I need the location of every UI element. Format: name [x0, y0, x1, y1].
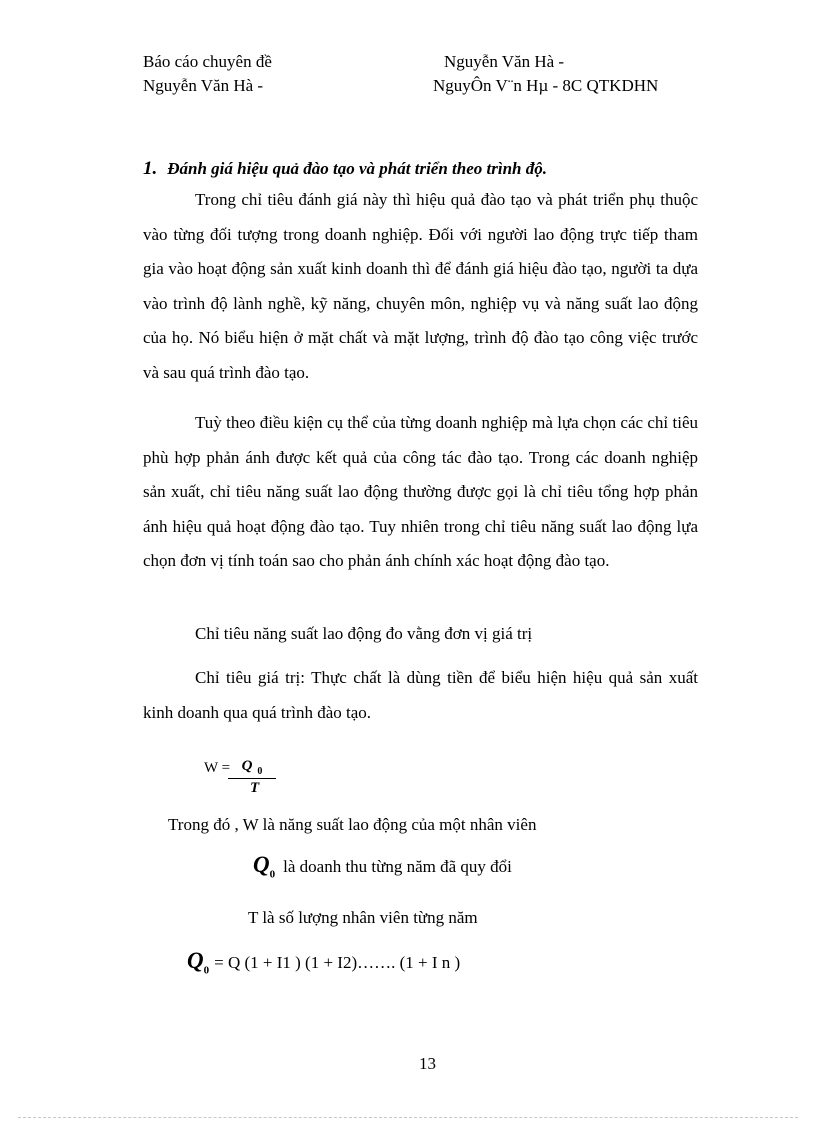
page-number: 13: [419, 1054, 436, 1073]
header-right-line2: NguyÔn V¨n Hµ - 8C QTKDHN: [433, 76, 659, 95]
formula-1-denominator: T: [250, 780, 260, 796]
explanation-line1: Trong đó , W là năng suất lao động của một nhân viên: [168, 815, 537, 834]
section-title: Đánh giá hiệu quả đào tạo và phát triển theo trình độ.: [167, 159, 547, 178]
paragraph-2-text: Tuỳ theo điều kiện cụ thể của từng doanh nghiệp mà lựa chọn các chỉ tiêu phù hợp phản ánh được kết quả của công tác đào tạo. Trong các doanh nghiệp sản xuất, chỉ tiêu năng suất lao động thường được gọi là chỉ tiêu tổng hợp phản ánh hiệu quả hoạt động đào tạo. Tuy nhiên trong chỉ tiêu năng suất lao động lựa chọn đơn vị tính toán sao cho phản ánh chính xác hoạt động đào tạo.: [143, 413, 698, 570]
formula-1-fraction: [228, 758, 276, 797]
header-left-line1: Báo cáo chuyên đề: [143, 52, 272, 71]
formula-2-q0-symbol: $Q_0$: [187, 948, 210, 977]
section-number: 1.: [143, 158, 158, 179]
paragraph-1: [143, 183, 698, 390]
paragraph-4: [143, 661, 698, 730]
page-divider: [18, 1117, 798, 1118]
q0-symbol: $Q_0$: [253, 852, 276, 881]
formula-1-lhs: W =: [204, 760, 231, 776]
explanation-line3: T là số lượng nhân viên từng năm: [248, 908, 478, 927]
paragraph-3: Chỉ tiêu năng suất lao động đo vằng đơn vị giá trị: [195, 624, 533, 643]
header-right-line1: Nguyễn Văn Hà -: [444, 52, 565, 71]
formula-2-rhs: = Q (1 + I1 ) (1 + I2)……. (1 + I n ): [214, 953, 461, 972]
header-left-line2: Nguyễn Văn Hà -: [143, 76, 264, 95]
formula-2: [187, 948, 460, 977]
explanation-line2-text: là doanh thu từng năm đã quy đổi: [283, 857, 512, 876]
explanation-line2: [253, 852, 512, 881]
paragraph-4-text: Chỉ tiêu giá trị: Thực chất là dùng tiền để biểu hiện hiệu quả sản xuất kinh doanh qua quá trình đào tạo.: [143, 668, 698, 722]
section-heading: [143, 158, 547, 180]
paragraph-2: [143, 406, 698, 579]
formula-1-numerator-subscript: 0: [257, 766, 263, 777]
paragraph-1-text: Trong chỉ tiêu đánh giá này thì hiệu quả đào tạo và phát triển phụ thuộc vào từng đối tượng trong doanh nghiệp. Đối với người lao động trực tiếp tham gia vào hoạt động sản xuất kinh doanh thì để đánh giá hiệu đào tạo, người ta dựa vào trình độ lành nghề, kỹ năng, chuyên môn, nghiệp vụ và năng suất lao động của họ. Nó biểu hiện ở mặt chất và mặt lượng, trình độ đào tạo công việc trước và sau quá trình đào tạo.: [143, 190, 698, 382]
formula-1-numerator: Q $_0$: [228, 758, 276, 779]
